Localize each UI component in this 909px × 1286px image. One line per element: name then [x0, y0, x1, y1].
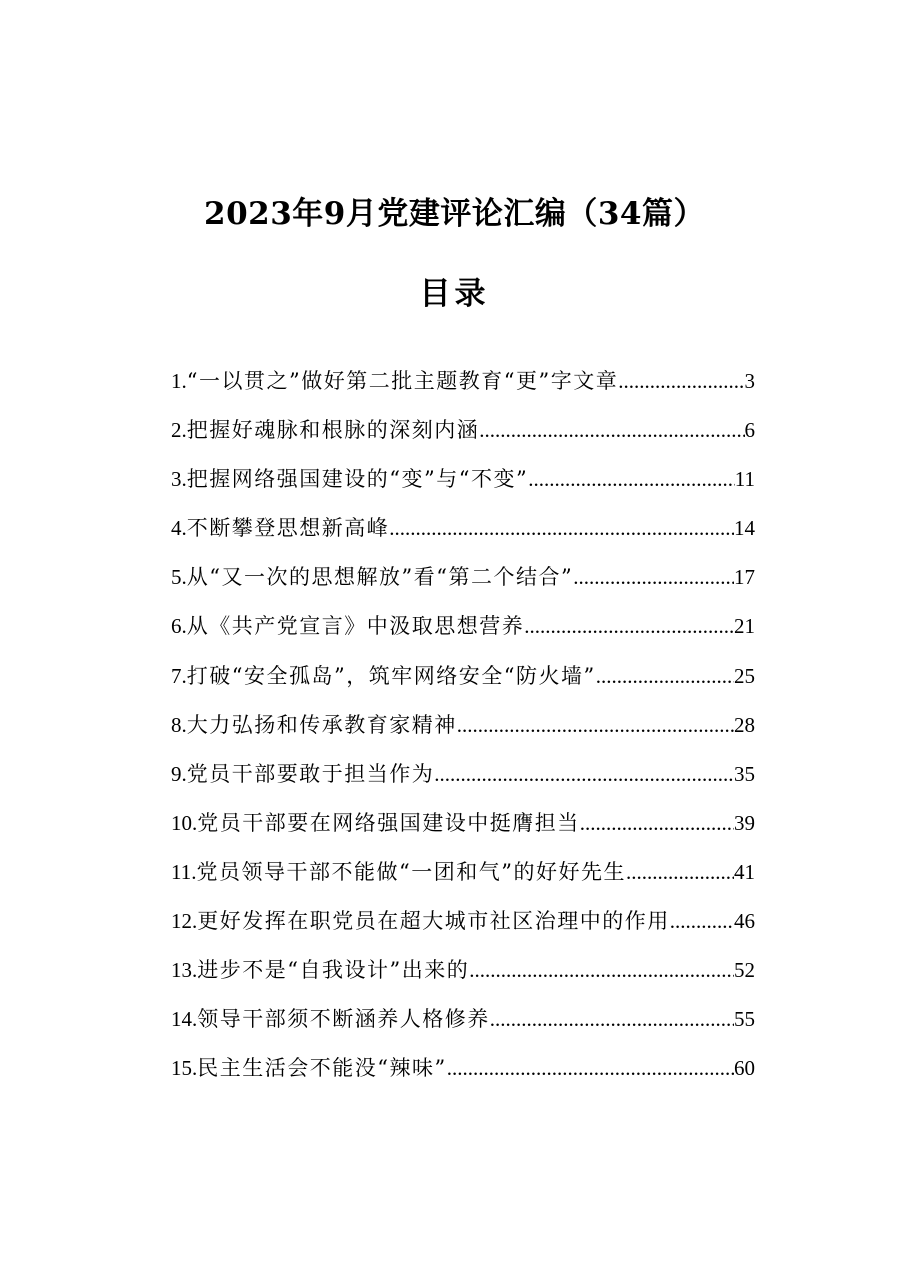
toc-entry-number: 1. [171, 369, 187, 393]
toc-entry-title: 民主生活会不能没“辣味” [197, 1056, 447, 1081]
toc-entry[interactable] [171, 946, 755, 995]
toc-entry[interactable] [171, 701, 755, 750]
toc-entry-title: 更好发挥在职党员在超大城市社区治理中的作用 [197, 909, 670, 934]
toc-entry-number: 8. [171, 712, 187, 737]
toc-entry-title: 大力弘扬和传承教育家精神 [186, 712, 457, 737]
toc-entry-title: 从“又一次的思想解放”看“第二个结合” [186, 565, 574, 590]
toc-entry-number: 10. [171, 810, 198, 835]
toc-dot-leader [580, 799, 734, 848]
toc-entry-title: 进步不是“自我设计”出来的 [197, 958, 470, 983]
toc-entry[interactable] [171, 848, 755, 897]
toc-entry-title: 打破“安全孤岛”，筑牢网络安全“防火墙” [186, 663, 596, 688]
toc-entry-title: 党员干部要敢于担当作为 [186, 761, 435, 786]
toc-dot-leader [457, 701, 734, 750]
toc-entry[interactable] [171, 1044, 755, 1093]
toc-entry-page: 41 [734, 859, 755, 884]
toc-entry[interactable] [171, 897, 755, 946]
toc-entry[interactable] [171, 455, 755, 504]
toc-entry[interactable] [171, 750, 755, 799]
toc-entry-number: 4. [171, 516, 187, 541]
toc-entry-title: “一以贯之”做好第二批主题教育“更”字文章 [186, 369, 619, 393]
toc-entry-page: 46 [734, 909, 755, 934]
toc-entry[interactable] [171, 553, 755, 602]
toc-dot-leader [670, 897, 734, 946]
toc-dot-leader [434, 750, 734, 799]
toc-entry-number: 13. [171, 958, 198, 983]
toc-entry-number: 14. [171, 1007, 198, 1032]
toc-entry-title: 从《共产党宣言》中汲取思想营养 [186, 614, 525, 639]
toc-entry-title: 党员领导干部不能做“一团和气”的好好先生 [196, 859, 626, 884]
toc-dot-leader [596, 652, 734, 701]
toc-dot-leader [573, 553, 734, 602]
toc-entry-page: 6 [744, 418, 755, 443]
toc-entry-number: 11. [171, 859, 197, 884]
toc-entry-title: 把握网络强国建设的“变”与“不变” [186, 467, 529, 492]
toc-entry-number: 15. [171, 1056, 198, 1081]
toc-entry-page: 17 [734, 565, 755, 590]
toc-entry-page: 39 [734, 810, 755, 835]
toc-dot-leader [389, 504, 734, 553]
toc-entry[interactable] [171, 995, 755, 1044]
toc-entry-page: 55 [734, 1007, 755, 1032]
toc-entry[interactable] [171, 602, 755, 651]
toc-entry-page: 60 [734, 1056, 755, 1081]
toc-entry[interactable] [171, 357, 755, 406]
toc-entry-number: 5. [171, 565, 187, 590]
toc-entry-page: 3 [744, 369, 755, 393]
toc-entry[interactable] [171, 799, 755, 848]
toc-dot-leader [524, 602, 734, 651]
toc-entry-number: 12. [171, 909, 198, 934]
toc-entry-number: 7. [171, 663, 187, 688]
toc-entry-number: 3. [171, 467, 187, 492]
toc-entry-page: 14 [734, 516, 755, 541]
toc-entry-number: 6. [171, 614, 187, 639]
toc-entry-page: 25 [734, 663, 755, 688]
table-of-contents [171, 357, 755, 1093]
toc-dot-leader [447, 1044, 734, 1093]
toc-entry-page: 21 [734, 614, 755, 639]
toc-entry[interactable] [171, 652, 755, 701]
toc-dot-leader [528, 455, 735, 504]
toc-entry-title: 领导干部须不断涵养人格修养 [197, 1007, 490, 1032]
toc-entry[interactable] [171, 504, 755, 553]
toc-entry-title: 党员干部要在网络强国建设中挺膺担当 [197, 810, 580, 835]
toc-entry-title: 把握好魂脉和根脉的深刻内涵 [186, 418, 480, 443]
toc-entry-page: 11 [734, 467, 755, 492]
toc-heading: 目录 [419, 276, 490, 312]
toc-dot-leader [618, 357, 744, 406]
toc-entry-page: 35 [734, 761, 755, 786]
toc-entry[interactable] [171, 406, 755, 455]
toc-entry-page: 28 [734, 712, 755, 737]
toc-dot-leader [469, 946, 734, 995]
document-title: 2023年9月党建评论汇编（34篇） [204, 196, 705, 232]
toc-entry-number: 9. [171, 761, 187, 786]
toc-dot-leader [479, 406, 744, 455]
toc-entry-page: 52 [734, 958, 755, 983]
toc-dot-leader [626, 848, 734, 897]
toc-entry-title: 不断攀登思想新高峰 [186, 516, 390, 541]
toc-entry-number: 2. [171, 418, 187, 443]
toc-dot-leader [490, 995, 734, 1044]
